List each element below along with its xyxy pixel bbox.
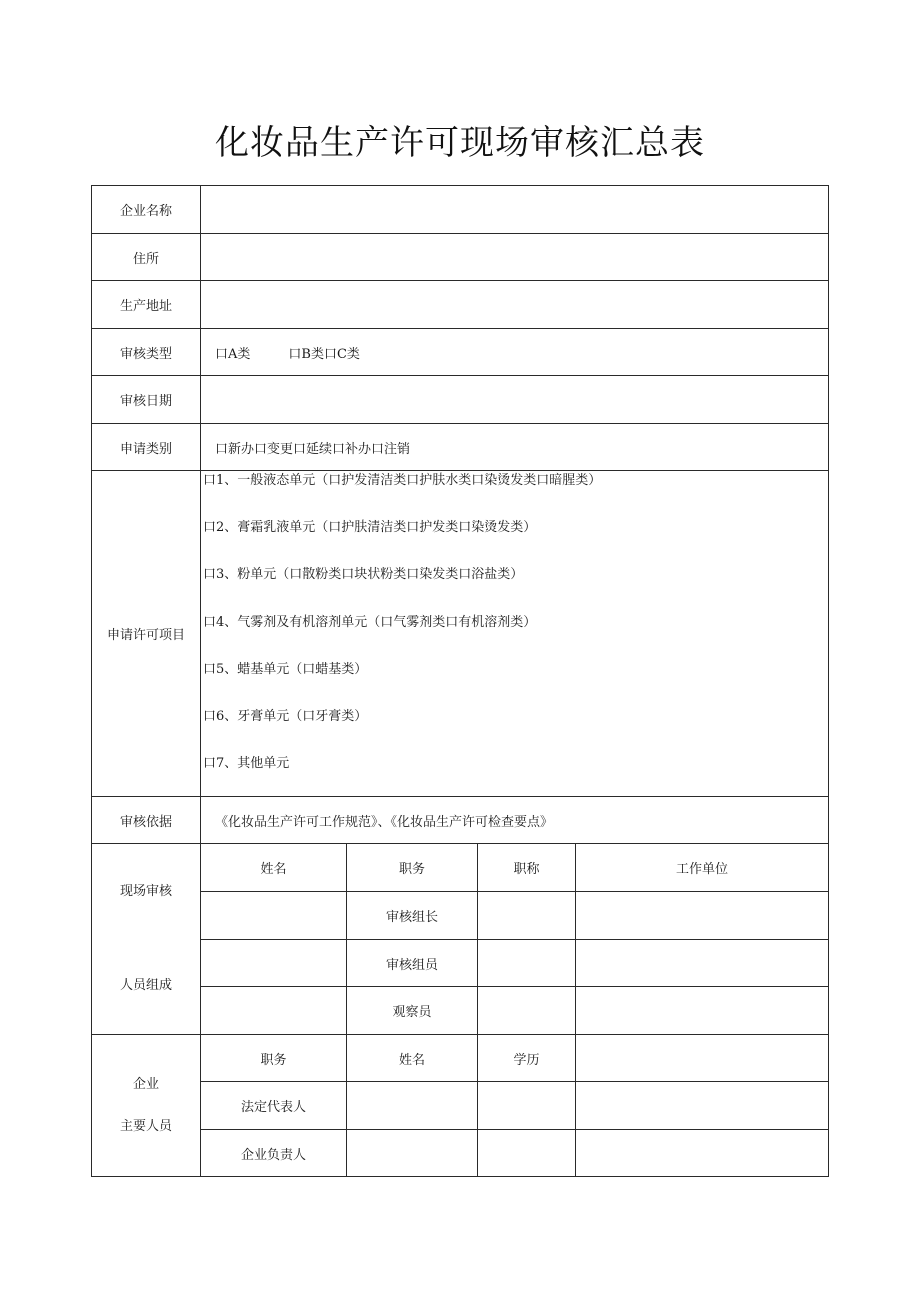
table-row: [92, 940, 829, 987]
table-row: [92, 892, 829, 940]
team-title-cell[interactable]: [478, 940, 576, 987]
team-title-cell[interactable]: [478, 987, 576, 1035]
column-header-name: 姓名: [347, 1035, 478, 1082]
column-header-workplace: 工作单位: [576, 844, 829, 892]
audit-basis-value: 《化妆品生产许可工作规范》、《化妆品生产许可检查要点》: [201, 797, 829, 844]
row-audit-type: [92, 329, 829, 376]
team-workplace-cell[interactable]: [576, 987, 829, 1035]
license-item[interactable]: 口3、粉单元（口散粉类口块状粉类口染发类口浴盐类）: [203, 567, 524, 583]
company-name-field[interactable]: [201, 186, 829, 234]
table-row: [92, 1130, 829, 1177]
column-header-title: 职称: [478, 844, 576, 892]
license-item[interactable]: 口7、其他单元: [203, 756, 290, 772]
column-header-position: 职务: [201, 1035, 347, 1082]
audit-basis-label: 审核依据: [92, 797, 201, 844]
key-personnel-label-line1: 企业: [132, 1076, 159, 1092]
team-role-cell: 观察员: [347, 987, 478, 1035]
personnel-name-cell[interactable]: [347, 1130, 478, 1177]
license-item[interactable]: 口5、蜡基单元（口蜡基类）: [203, 661, 368, 677]
license-item[interactable]: 口1、一般液态单元（口护发清洁类口护肤水类口染烫发类口暗腥类）: [203, 473, 602, 488]
audit-date-label: 审核日期: [92, 376, 201, 424]
application-type-label: 申请类别: [92, 424, 201, 471]
license-item[interactable]: 口6、牙膏单元（口牙膏类）: [203, 708, 368, 724]
company-name-label: 企业名称: [92, 186, 201, 234]
license-item[interactable]: 口4、气雾剂及有机溶剂单元（口气雾剂类口有机溶剂类）: [203, 614, 537, 630]
row-audit-basis: [92, 797, 829, 844]
audit-team-header-row: [92, 844, 829, 892]
license-item[interactable]: 口2、膏霜乳液单元（口护肤清洁类口护发类口染烫发类）: [203, 520, 537, 536]
audit-summary-table: [91, 185, 829, 1177]
application-type-options[interactable]: 口新办口变更口延续口补办口注销: [201, 424, 829, 471]
team-role-cell: 审核组长: [347, 892, 478, 940]
personnel-role-cell: 法定代表人: [201, 1082, 347, 1130]
production-address-field[interactable]: [201, 281, 829, 329]
team-title-cell[interactable]: [478, 892, 576, 940]
team-role-cell: 审核组员: [347, 940, 478, 987]
audit-team-label-line2: 人员组成: [119, 978, 172, 993]
audit-team-label: [92, 844, 201, 1035]
row-production-address: [92, 281, 829, 329]
audit-type-option-a[interactable]: 口A类: [215, 346, 251, 362]
audit-type-label: 审核类型: [92, 329, 201, 376]
team-name-cell[interactable]: [201, 940, 347, 987]
team-workplace-cell[interactable]: [576, 940, 829, 987]
key-personnel-label-line2: 主要人员: [119, 1118, 172, 1134]
license-items-list: [201, 471, 829, 797]
team-name-cell[interactable]: [201, 892, 347, 940]
audit-type-option-bc[interactable]: 口B类口C类: [288, 346, 360, 362]
team-workplace-cell[interactable]: [576, 892, 829, 940]
personnel-extra-cell[interactable]: [576, 1082, 829, 1130]
address-field[interactable]: [201, 234, 829, 281]
column-header-position: 职务: [347, 844, 478, 892]
audit-team-label-line1: 现场审核: [119, 884, 172, 899]
production-address-label: 生产地址: [92, 281, 201, 329]
key-personnel-label: [92, 1035, 201, 1177]
page-title: 化妆品生产许可现场审核汇总表: [215, 123, 705, 163]
license-items-label: 申请许可项目: [92, 471, 201, 797]
personnel-education-cell[interactable]: [478, 1130, 576, 1177]
row-company-name: [92, 186, 829, 234]
row-address: [92, 234, 829, 281]
personnel-header-row: [92, 1035, 829, 1082]
audit-type-options: [201, 329, 829, 376]
team-name-cell[interactable]: [201, 987, 347, 1035]
address-label: 住所: [92, 234, 201, 281]
personnel-education-cell[interactable]: [478, 1082, 576, 1130]
personnel-name-cell[interactable]: [347, 1082, 478, 1130]
column-header-name: 姓名: [201, 844, 347, 892]
row-license-items: [92, 471, 829, 797]
audit-date-field[interactable]: [201, 376, 829, 424]
row-audit-date: [92, 376, 829, 424]
personnel-extra-cell[interactable]: [576, 1130, 829, 1177]
row-application-type: [92, 424, 829, 471]
table-row: [92, 987, 829, 1035]
column-header-education: 学历: [478, 1035, 576, 1082]
table-row: [92, 1082, 829, 1130]
blank-header-cell: [576, 1035, 829, 1082]
personnel-role-cell: 企业负责人: [201, 1130, 347, 1177]
